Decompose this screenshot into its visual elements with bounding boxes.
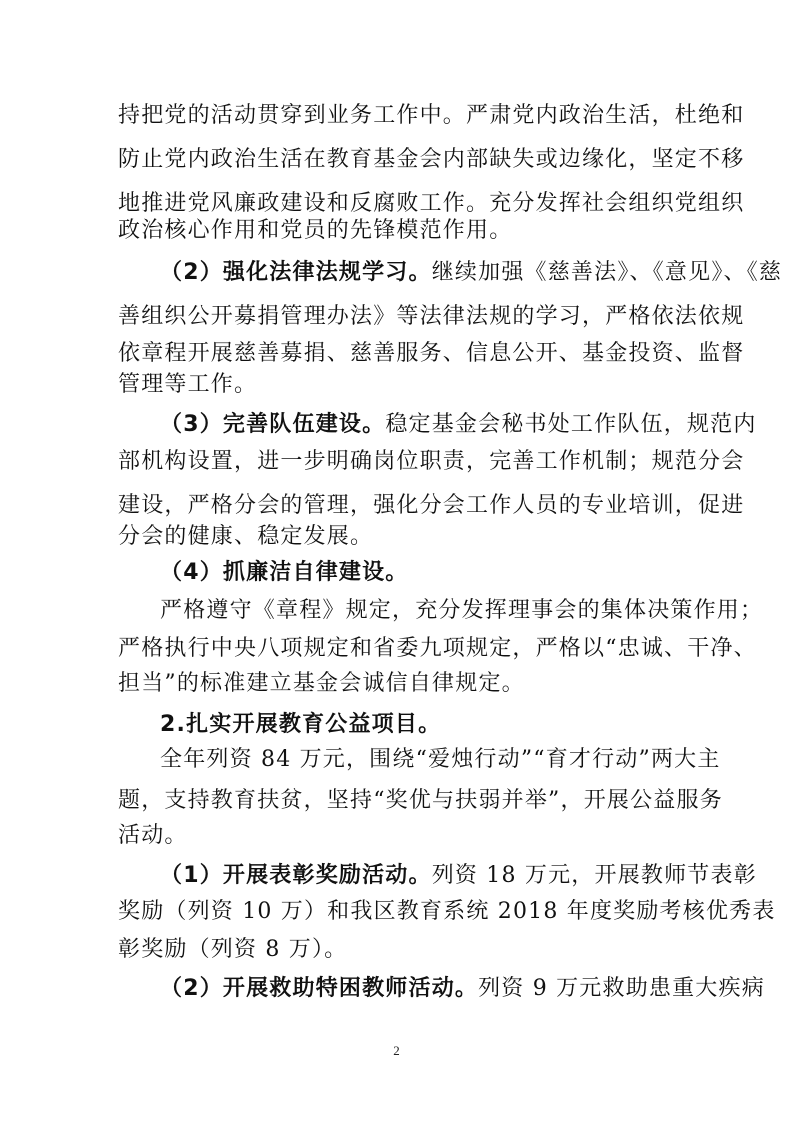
text-line: 管理等工作。: [118, 372, 258, 397]
text-line: 防止党内政治生活在教育基金会内部缺失或边缘化，坚定不移: [118, 147, 745, 172]
text-line: 善组织公开募捐管理办法》等法律法规的学习，严格依法依规: [118, 304, 745, 329]
text-line: 严格遵守《章程》规定，充分发挥理事会的集体决策作用；: [160, 598, 764, 623]
text-line: 部机构设置，进一步明确岗位职责，完善工作机制；规范分会: [118, 449, 745, 474]
section-heading-line: [160, 710, 730, 740]
text-line: 担当”的标准建立基金会诚信自律规定。: [118, 671, 525, 696]
section-heading: （3）完善队伍建设。: [160, 412, 386, 437]
text-line: 活动。: [118, 823, 188, 848]
text-line: 政治核心作用和党员的先锋模范作用。: [118, 218, 513, 243]
page-number: 2: [393, 1043, 400, 1058]
text-line: 奖励（列资 10 万）和我区教育系统 2018 年度奖励考核优秀表: [118, 899, 776, 924]
text-line: 题，支持教育扶贫，坚持“奖优与扶弱并举”，开展公益服务: [118, 788, 723, 813]
text-line: 建设，严格分会的管理，强化分会工作人员的专业培训，促进: [118, 493, 745, 518]
section-heading-line: （2）开展救助特困教师活动。列资 9 万元救助患重大疾病: [160, 976, 765, 1001]
text-line: 地推进党风廉政建设和反腐败工作。充分发挥社会组织党组织: [118, 191, 745, 216]
section-heading-line: [160, 558, 730, 588]
section-heading-line: （3）完善队伍建设。稳定基金会秘书处工作队伍，规范内: [160, 412, 757, 437]
section-heading: （2）强化法律法规学习。: [160, 260, 432, 285]
section-heading: （2）开展救助特困教师活动。: [160, 976, 479, 1001]
section-heading-line: （2）强化法律法规学习。继续加强《慈善法》、《意见》、《慈: [160, 260, 783, 285]
section-heading: 2.扎实开展教育公益项目。: [160, 712, 442, 737]
text-line: 依章程开展慈善募捐、慈善服务、信息公开、基金投资、监督: [118, 341, 745, 366]
text-line: 彰奖励（列资 8 万）。: [118, 937, 348, 962]
section-heading: （1）开展表彰奖励活动。: [160, 863, 432, 888]
section-heading: （4）抓廉洁自律建设。: [160, 560, 409, 585]
section-heading-line: （1）开展表彰奖励活动。列资 18 万元，开展教师节表彰: [160, 863, 757, 888]
text-line: 分会的健康、稳定发展。: [118, 524, 374, 549]
text-line: 持把党的活动贯穿到业务工作中。严肃党内政治生活，杜绝和: [118, 103, 745, 128]
text-line: 全年列资 84 万元，围绕“爱烛行动”“育才行动”两大主: [160, 747, 721, 772]
text-line: 严格执行中央八项规定和省委九项规定，严格以“忠诚、干净、: [118, 636, 757, 661]
